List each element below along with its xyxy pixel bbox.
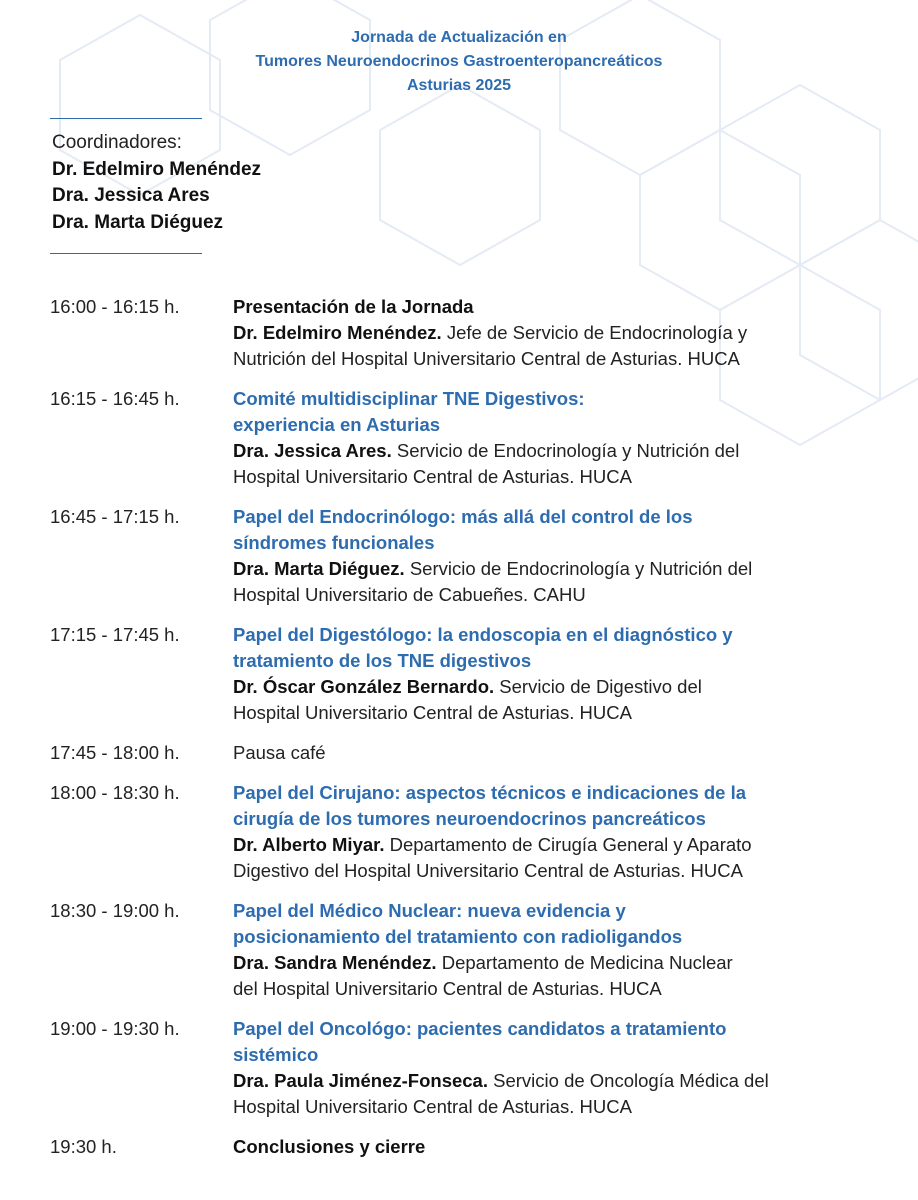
speaker-affiliation: del Hospital Universitario Central de Asturias. HUCA: [233, 978, 662, 999]
speaker-name: Dra. Jessica Ares.: [233, 440, 392, 461]
schedule-item: [50, 504, 890, 608]
session-title: Papel del Cirujano: aspectos técnicos e indicaciones de la: [233, 782, 747, 803]
session-title: tratamiento de los TNE digestivos: [233, 650, 532, 671]
speaker-affiliation: Hospital Universitario de Cabueñes. CAHU: [233, 584, 586, 605]
header-line-1: Jornada de Actualización en: [351, 29, 567, 46]
session-title: Papel del Oncológo: pacientes candidatos a tratamiento: [233, 1018, 727, 1039]
speaker-name: Dra. Marta Diéguez.: [233, 558, 405, 579]
divider-bottom: [50, 253, 202, 254]
session-speaker: [233, 320, 890, 346]
schedule-details: [233, 386, 890, 490]
schedule-item: [50, 1134, 890, 1160]
header-line-3: Asturias 2025: [406, 77, 512, 94]
session-speaker: [233, 950, 890, 976]
schedule-time: 17:15 - 17:45 h.: [50, 624, 180, 645]
speaker-affiliation: Hospital Universitario Central de Asturias. HUCA: [233, 702, 632, 723]
schedule-time: 19:00 - 19:30 h.: [50, 1018, 180, 1039]
speaker-affiliation: Nutrición del Hospital Universitario Central de Asturias. HUCA: [233, 348, 740, 369]
speaker-affiliation: Servicio de Endocrinología y Nutrición del: [391, 440, 740, 461]
coordinators-label: Coordinadores:: [52, 132, 182, 153]
schedule-item: [50, 740, 890, 766]
schedule-details: [233, 1134, 890, 1160]
session-title: Presentación de la Jornada: [233, 296, 474, 317]
session-speaker: [233, 556, 890, 582]
speaker-affiliation: Servicio de Endocrinología y Nutrición del: [404, 558, 753, 579]
speaker-name: Dr. Edelmiro Menéndez.: [233, 322, 442, 343]
session-title: Papel del Digestólogo: la endoscopia en el diagnóstico y: [233, 624, 733, 645]
speaker-affiliation: Departamento de Medicina Nuclear: [436, 952, 733, 973]
schedule-item: [50, 898, 890, 1002]
coordinator-name: Dr. Edelmiro Menéndez: [52, 158, 262, 180]
schedule-details: [233, 504, 890, 608]
header-line-2: Tumores Neuroendocrinos Gastroenteropancreáticos: [255, 53, 663, 70]
schedule-time: 18:00 - 18:30 h.: [50, 782, 180, 803]
schedule-details: [233, 1016, 890, 1120]
speaker-name: Dra. Paula Jiménez-Fonseca.: [233, 1070, 488, 1091]
schedule-item: [50, 386, 890, 490]
speaker-affiliation: Servicio de Oncología Médica del: [488, 1070, 769, 1091]
speaker-name: Dr. Alberto Miyar.: [233, 834, 385, 855]
session-speaker: [233, 438, 890, 464]
schedule-list: [50, 294, 890, 1160]
session-speaker: [233, 832, 890, 858]
schedule-time: 16:00 - 16:15 h.: [50, 296, 180, 317]
session-title: Papel del Médico Nuclear: nueva evidencia y: [233, 900, 626, 921]
session-title: posicionamiento del tratamiento con radioligandos: [233, 926, 683, 947]
schedule-details: [233, 740, 890, 766]
schedule-time: 16:45 - 17:15 h.: [50, 506, 180, 527]
speaker-affiliation: Departamento de Cirugía General y Aparato: [384, 834, 752, 855]
schedule-details: [233, 294, 890, 372]
schedule-item: [50, 1016, 890, 1120]
schedule-item: [50, 780, 890, 884]
speaker-affiliation: Hospital Universitario Central de Asturias. HUCA: [233, 466, 632, 487]
session-title: Pausa café: [233, 742, 326, 763]
schedule-time: 18:30 - 19:00 h.: [50, 900, 180, 921]
event-header: [0, 26, 918, 98]
session-speaker: [233, 674, 890, 700]
session-title: sistémico: [233, 1044, 319, 1065]
schedule-details: [233, 622, 890, 726]
session-title: Conclusiones y cierre: [233, 1136, 426, 1157]
speaker-name: Dra. Sandra Menéndez.: [233, 952, 437, 973]
schedule-details: [233, 780, 890, 884]
divider-top: [50, 118, 202, 119]
speaker-name: Dr. Óscar González Bernardo.: [233, 676, 495, 697]
coordinators-block: [52, 130, 261, 236]
schedule-time: 16:15 - 16:45 h.: [50, 388, 180, 409]
schedule-details: [233, 898, 890, 1002]
session-speaker: [233, 1068, 890, 1094]
coordinator-name: Dra. Marta Diéguez: [52, 211, 224, 233]
session-title: síndromes funcionales: [233, 532, 435, 553]
coordinator-name: Dra. Jessica Ares: [52, 185, 210, 206]
session-title: cirugía de los tumores neuroendocrinos pancreáticos: [233, 808, 706, 829]
speaker-affiliation: Hospital Universitario Central de Asturias. HUCA: [233, 1096, 632, 1117]
speaker-affiliation: Servicio de Digestivo del: [494, 676, 702, 697]
speaker-affiliation: Jefe de Servicio de Endocrinología y: [441, 322, 748, 343]
schedule-item: [50, 294, 890, 372]
speaker-affiliation: Digestivo del Hospital Universitario Central de Asturias. HUCA: [233, 860, 743, 881]
schedule-time: 19:30 h.: [50, 1136, 117, 1157]
schedule-time: 17:45 - 18:00 h.: [50, 742, 180, 763]
schedule-item: [50, 622, 890, 726]
session-title: Comité multidisciplinar TNE Digestivos:: [233, 388, 585, 409]
session-title: experiencia en Asturias: [233, 414, 441, 435]
session-title: Papel del Endocrinólogo: más allá del control de los: [233, 506, 693, 527]
